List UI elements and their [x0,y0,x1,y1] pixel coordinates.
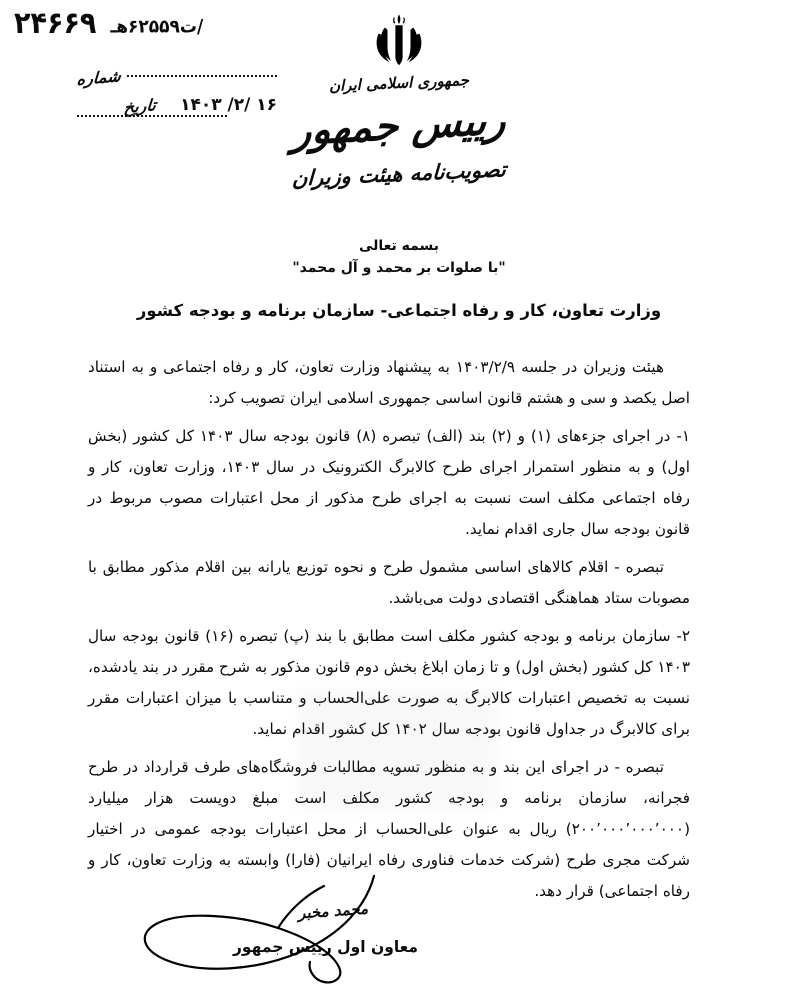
reference-number-suffix: /ت۶۲۵۵۹هـ [110,16,204,38]
signatory-name: محمد مخبر [297,899,369,923]
invocation-block [0,238,798,276]
reference-date-value: ۱۴۰۳ /۲/ ۱۶ [180,95,277,115]
clause-2-paragraph: ۲- سازمان برنامه و بودجه کشور مکلف است مطابق با بند (پ) تبصره (۱۶) قانون بودجه سال ۱۴۰۳ کل کشور (بخش اول) و تا زمان ابلاغ بخش دوم قانون مذکور به شرح مقرر در بند یادشده، نسبت به تخصیص اعتبارات کالابرگ به صورت علی‌الحساب و متناسب با میزان اعتبارات مقرر برای کالابرگ در جداول قانون بودجه سال ۱۴۰۲ کل کشور اقدام نماید. [88,627,691,738]
organization-name: جمهوری اسلامی ایران [328,70,470,96]
reference-number-main: ۲۴۶۶۹ [14,6,97,41]
president-title: رییس جمهور [291,96,507,155]
handwritten-signature-icon [128,872,428,990]
signature-block [0,880,798,990]
iran-emblem-icon [368,12,430,70]
document-type-title: تصویب‌نامه هیئت وزیران [291,156,507,191]
signatory-title: معاون اول رییس جمهور [232,938,418,956]
paper-watermark [298,690,498,810]
note-2-paragraph: تبصره - در اجرای این بند و به منظور تسویه مطالبات فروشگاه‌های طرف قرارداد در طرح فجرانه، سازمان برنامه و بودجه کشور مکلف است مبلغ دویست هزار میلیارد (۲۰۰٬۰۰۰٬۰۰۰٬۰۰۰) ریال به عنوان علی‌الحساب از محل اعتبارات بودجه عمومی در اختیار شرکت مجری طرح (شرکت خدمات فناوری رفاه ایرانیان (فارا) وابسته به وزارت تعاون، کار و رفاه اجتماعی) قرار دهد. [88,758,690,900]
salawat-text: "با صلوات بر محمد و آل محمد" [292,260,506,276]
document-body [88,352,690,914]
basmala-text: بسمه تعالی [358,238,440,254]
preamble-paragraph: هیئت وزیران در جلسه ۱۴۰۳/۲/۹ به پیشنهاد وزارت تعاون، کار و رفاه اجتماعی و به استناد اصل یکصد و سی و هشتم قانون اساسی جمهوری اسلامی ایران تصویب کرد: [88,358,690,407]
reference-number-label: شماره [76,65,122,89]
note-1-paragraph: تبصره - اقلام کالاهای اساسی مشمول طرح و نحوه توزیع یارانه بین اقلام مذکور مطابق با مصوبات ستاد هماهنگی اقتصادی دولت می‌باشد. [88,558,690,607]
reference-date-label: تاریخ [123,94,157,117]
masthead [0,6,798,191]
addressee-line: وزارت تعاون، کار و رفاه اجتماعی- سازمان برنامه و بودجه کشور [136,301,662,320]
clause-1-paragraph: ۱- در اجرای جزءهای (۱) و (۲) بند (الف) تبصره (۸) قانون بودجه سال ۱۴۰۳ کل کشور (بخش اول) و به منظور استمرار اجرای طرح کالابرگ الکترونیک در سال ۱۴۰۳، وزارت تعاون، کار و رفاه اجتماعی مکلف است نسبت به اجرای طرح مذکور از محل اعتبارات مصوب مربوط در قانون بودجه سال جاری اقدام نماید. [88,427,691,538]
